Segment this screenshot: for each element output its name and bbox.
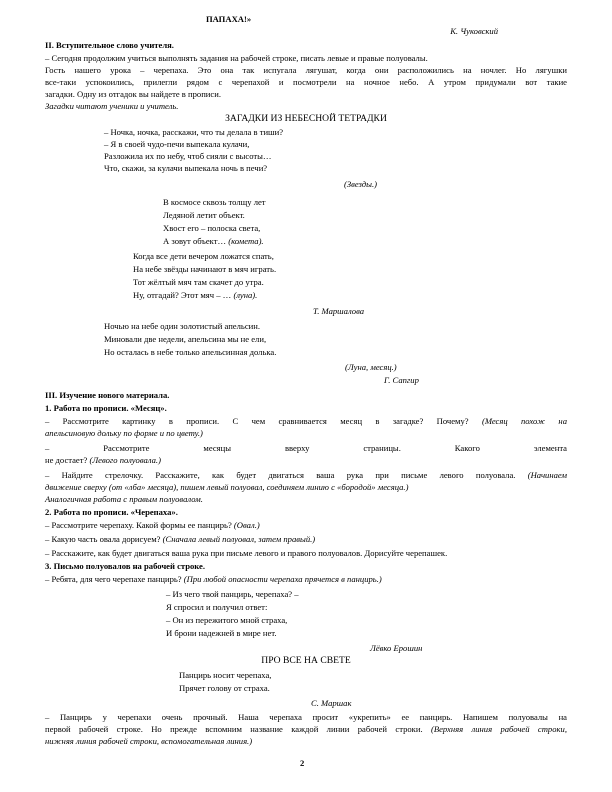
subsection-2-answer-2: (Сначала левый полуовал, затем правый.) (162, 534, 316, 544)
poem-2-title: ПРО ВСЕ НА СВЕТЕ (261, 655, 351, 666)
poem-2-author: С. Маршак (311, 698, 352, 708)
section-2-heading: II. Вступительное слово учителя. (45, 40, 174, 50)
section-3-heading: III. Изучение нового материала. (45, 390, 170, 400)
closing-answer-start: (Верхняя линия рабочей строки, (430, 724, 567, 734)
subsection-3-answer: (При любой опасности черепаха прячется в панцирь.) (183, 574, 382, 584)
subsection-1-answer-1-end: апельсиновую дольку по форме и по цвету.) (45, 428, 203, 438)
riddle-1-line: Что, скажи, за кулачи выпекала ночь в печи? (104, 163, 268, 173)
subsection-1-answer-3-end: движение сверху (от «лба» месяца), пишем левый полуовал, соединяем линию с «бородой» месяца.) (45, 482, 409, 492)
previous-poem-author: К. Чуковский (450, 26, 498, 36)
poem-1-line: Я спросил и получил ответ: (166, 602, 268, 612)
riddle-2-answer: (комета). (228, 236, 264, 246)
riddle-2-line: Хвост его – полоска света, (163, 223, 261, 233)
subsection-2-question-3: – Расскажите, как будет двигаться ваша рука при письме левого и правого полуовалов. Дорисуйте черепашек. (45, 548, 448, 558)
riddle-1-line: Разложила их по небу, чтоб сияли с высоты… (104, 151, 272, 161)
poem-1-line: – Он из пережитого мной страха, (166, 615, 288, 625)
riddle-3-author: Т. Маршалова (313, 306, 365, 316)
riddle-4-line: Ночью на небе один золотистый апельсин. (104, 321, 260, 331)
riddles-title: ЗАГАДКИ ИЗ НЕБЕСНОЙ ТЕТРАДКИ (225, 113, 387, 124)
subsection-1-answer-2: (Левого полуовала.) (89, 455, 161, 465)
previous-poem-title-end: ПАПАХА!» (206, 14, 252, 24)
page-number: 2 (300, 758, 305, 768)
subsection-2-answer-1: (Овал.) (233, 520, 260, 530)
section-2-paragraph-2-line-2: все-таки успокоились, прилегли рядом с черепахой и посмотрели на ночное небо. А утром придумали вот такие (45, 77, 567, 87)
subsection-2-heading: 2. Работа по прописи. «Черепаха». (45, 507, 178, 517)
riddle-3-line: Ну, отгадай? Этот мяч – … (133, 290, 232, 300)
riddle-1-answer: (Звезды.) (344, 179, 377, 189)
closing-paragraph-line-1: – Панцирь у черепахи очень прочный. Наша черепаха просит «укрепить» ее панцирь. Напишем полуовалы на (45, 712, 567, 722)
riddle-4-line: Миновали две недели, апельсина мы не ели, (104, 334, 267, 344)
section-2-paragraph-2-line-3: загадки. Одну из отгадок вы найдете в прописи. (45, 89, 221, 99)
subsection-1-question-2: – Рассмотрите месяцы вверху страницы. Какого элемента (45, 443, 567, 453)
poem-2-line: Прячет голову от страха. (179, 683, 270, 693)
riddle-3-answer: (луна). (233, 290, 258, 300)
poem-1-line: И брони надежней в мире нет. (166, 628, 277, 638)
riddle-1-line: – Я в своей чудо-печи выпекала кулачи, (104, 139, 250, 149)
closing-answer-end: нижняя линия рабочей строки, вспомогательная линия.) (45, 736, 253, 746)
riddle-4-author: Г. Сапгир (384, 375, 419, 385)
riddle-4-answer: (Луна, месяц.) (345, 362, 397, 372)
closing-paragraph-line-2: первой рабочей строке. Но прежде вспомним название каждой линии рабочей строки. (45, 724, 423, 734)
subsection-1-note: Аналогичная работа с правым полуовалом. (45, 494, 203, 504)
subsection-1-answer-3-start: (Начинаем (527, 470, 567, 480)
poem-2-line: Панцирь носит черепаха, (179, 670, 272, 680)
poem-1-author: Лёвко Ерошин (370, 643, 423, 653)
poem-1-line: – Из чего твой панцирь, черепаха? – (166, 589, 299, 599)
riddle-3-line: Тот жёлтый мяч там скачет до утра. (133, 277, 264, 287)
section-2-note: Загадки читают ученики и учитель. (45, 101, 179, 111)
riddle-2-line: Ледяной летит объект. (163, 210, 245, 220)
riddle-2-line: В космосе сквозь толщу лет (163, 197, 266, 207)
riddle-3-line: На небе звёзды начинают в мяч играть. (133, 264, 277, 274)
riddle-2-line: А зовут объект… (163, 236, 227, 246)
subsection-1-question-1: – Рассмотрите картинку в прописи. С чем сравнивается месяц в загадке? Почему? (45, 416, 469, 426)
subsection-1-question-2-end: не достает? (45, 455, 88, 465)
subsection-1-answer-1-start: (Месяц похож на (481, 416, 567, 426)
subsection-1-question-3: – Найдите стрелочку. Расскажите, как будет двигаться ваша рука при письме левого полуовала. (45, 470, 516, 480)
riddle-3-line: Когда все дети вечером ложатся спать, (133, 251, 274, 261)
subsection-3-question: – Ребята, для чего черепахе панцирь? (45, 574, 182, 584)
subsection-3-heading: 3. Письмо полуовалов на рабочей строке. (45, 561, 206, 571)
subsection-2-question-2: – Какую часть овала дорисуем? (45, 534, 161, 544)
riddle-4-line: Но осталась в небе только апельсинная долька. (104, 347, 277, 357)
subsection-2-question-1: – Рассмотрите черепаху. Какой формы ее панцирь? (45, 520, 232, 530)
subsection-1-heading: 1. Работа по прописи. «Месяц». (45, 403, 167, 413)
section-2-paragraph-2-line-1: Гость нашего урока – черепаха. Это она так испугала лягушат, когда они расположились на ночлег. Но лягушки (45, 65, 567, 75)
section-2-paragraph-1: – Сегодня продолжим учиться выполнять задания на рабочей строке, писать левые и правые полуовалы. (45, 53, 428, 63)
riddle-1-line: – Ночка, ночка, расскажи, что ты делала в тиши? (104, 127, 284, 137)
